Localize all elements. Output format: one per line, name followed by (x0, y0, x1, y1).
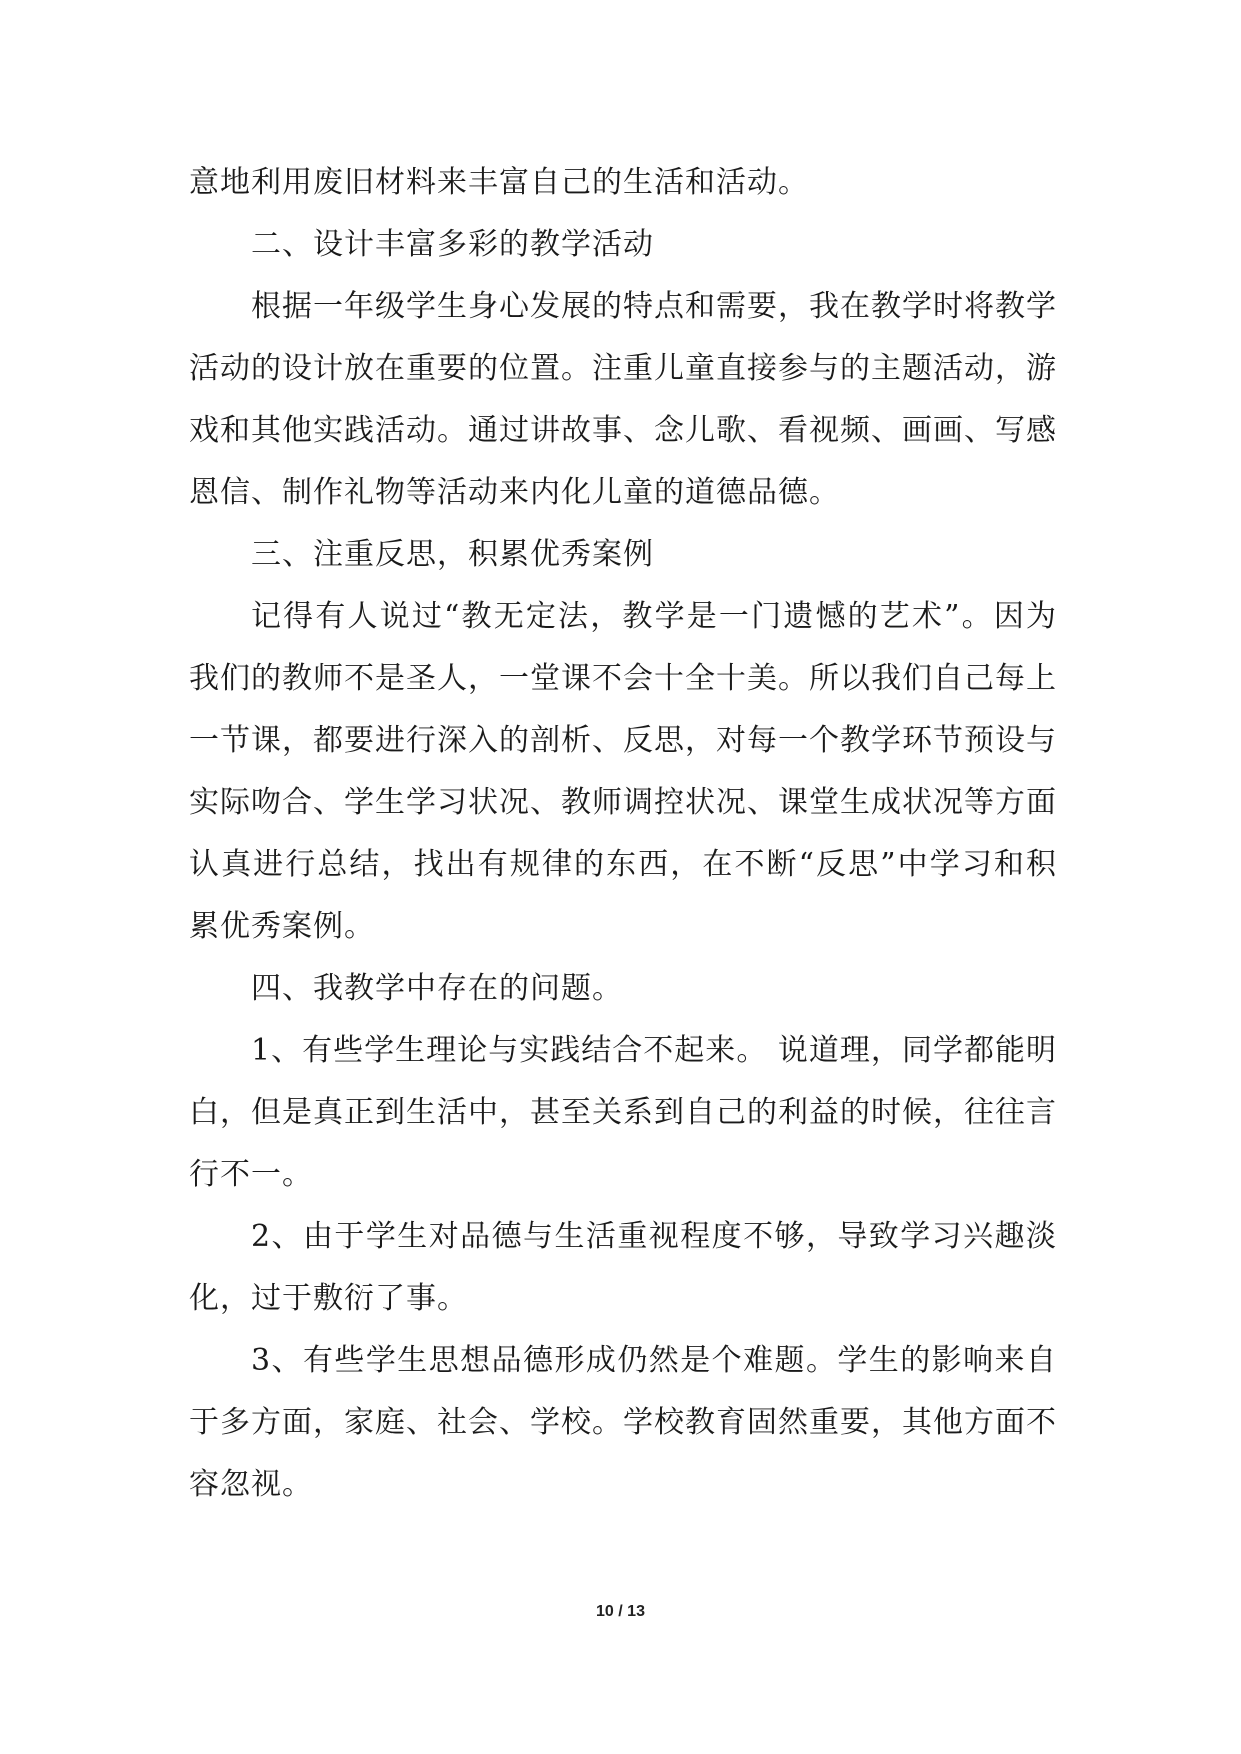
paragraph-problem-3: 3、有些学生思想品德形成仍然是个难题。学生的影响来自于多方面，家庭、社会、学校。学校教育固然重要，其他方面不容忽视。 (189, 1343, 1057, 1502)
paragraph-section-3-body: 记得有人说过“教无定法，教学是一门遗憾的艺术”。因为我们的教师不是圣人，一堂课不会十全十美。所以我们自己每上一节课，都要进行深入的剖析、反思，对每一个教学环节预设与实际吻合、学生学习状况、教师调控状况、课堂生成状况等方面认真进行总结，找出有规律的东西，在不断“反思”中学习和积累优秀案例。 (189, 599, 1057, 944)
heading-section-3: 三、注重反思，积累优秀案例 (251, 537, 654, 572)
document-body (189, 152, 1057, 1516)
heading-section-4: 四、我教学中存在的问题。 (251, 971, 623, 1006)
paragraph-problem-1: 1、有些学生理论与实践结合不起来。 说道理，同学都能明白，但是真正到生活中，甚至关系到自己的利益的时候，往往言行不一。 (189, 1033, 1057, 1192)
paragraph-continuation: 意地利用废旧材料来丰富自己的生活和活动。 (189, 165, 809, 200)
paragraph-section-2-body: 根据一年级学生身心发展的特点和需要，我在教学时将教学活动的设计放在重要的位置。注重儿童直接参与的主题活动，游戏和其他实践活动。通过讲故事、念儿歌、看视频、画画、写感恩信、制作礼物等活动来内化儿童的道德品德。 (189, 289, 1057, 510)
heading-section-2: 二、设计丰富多彩的教学活动 (251, 227, 654, 262)
paragraph-problem-2: 2、由于学生对品德与生活重视程度不够，导致学习兴趣淡化，过于敷衍了事。 (189, 1219, 1057, 1316)
page-number: 10 / 13 (596, 1603, 645, 1620)
